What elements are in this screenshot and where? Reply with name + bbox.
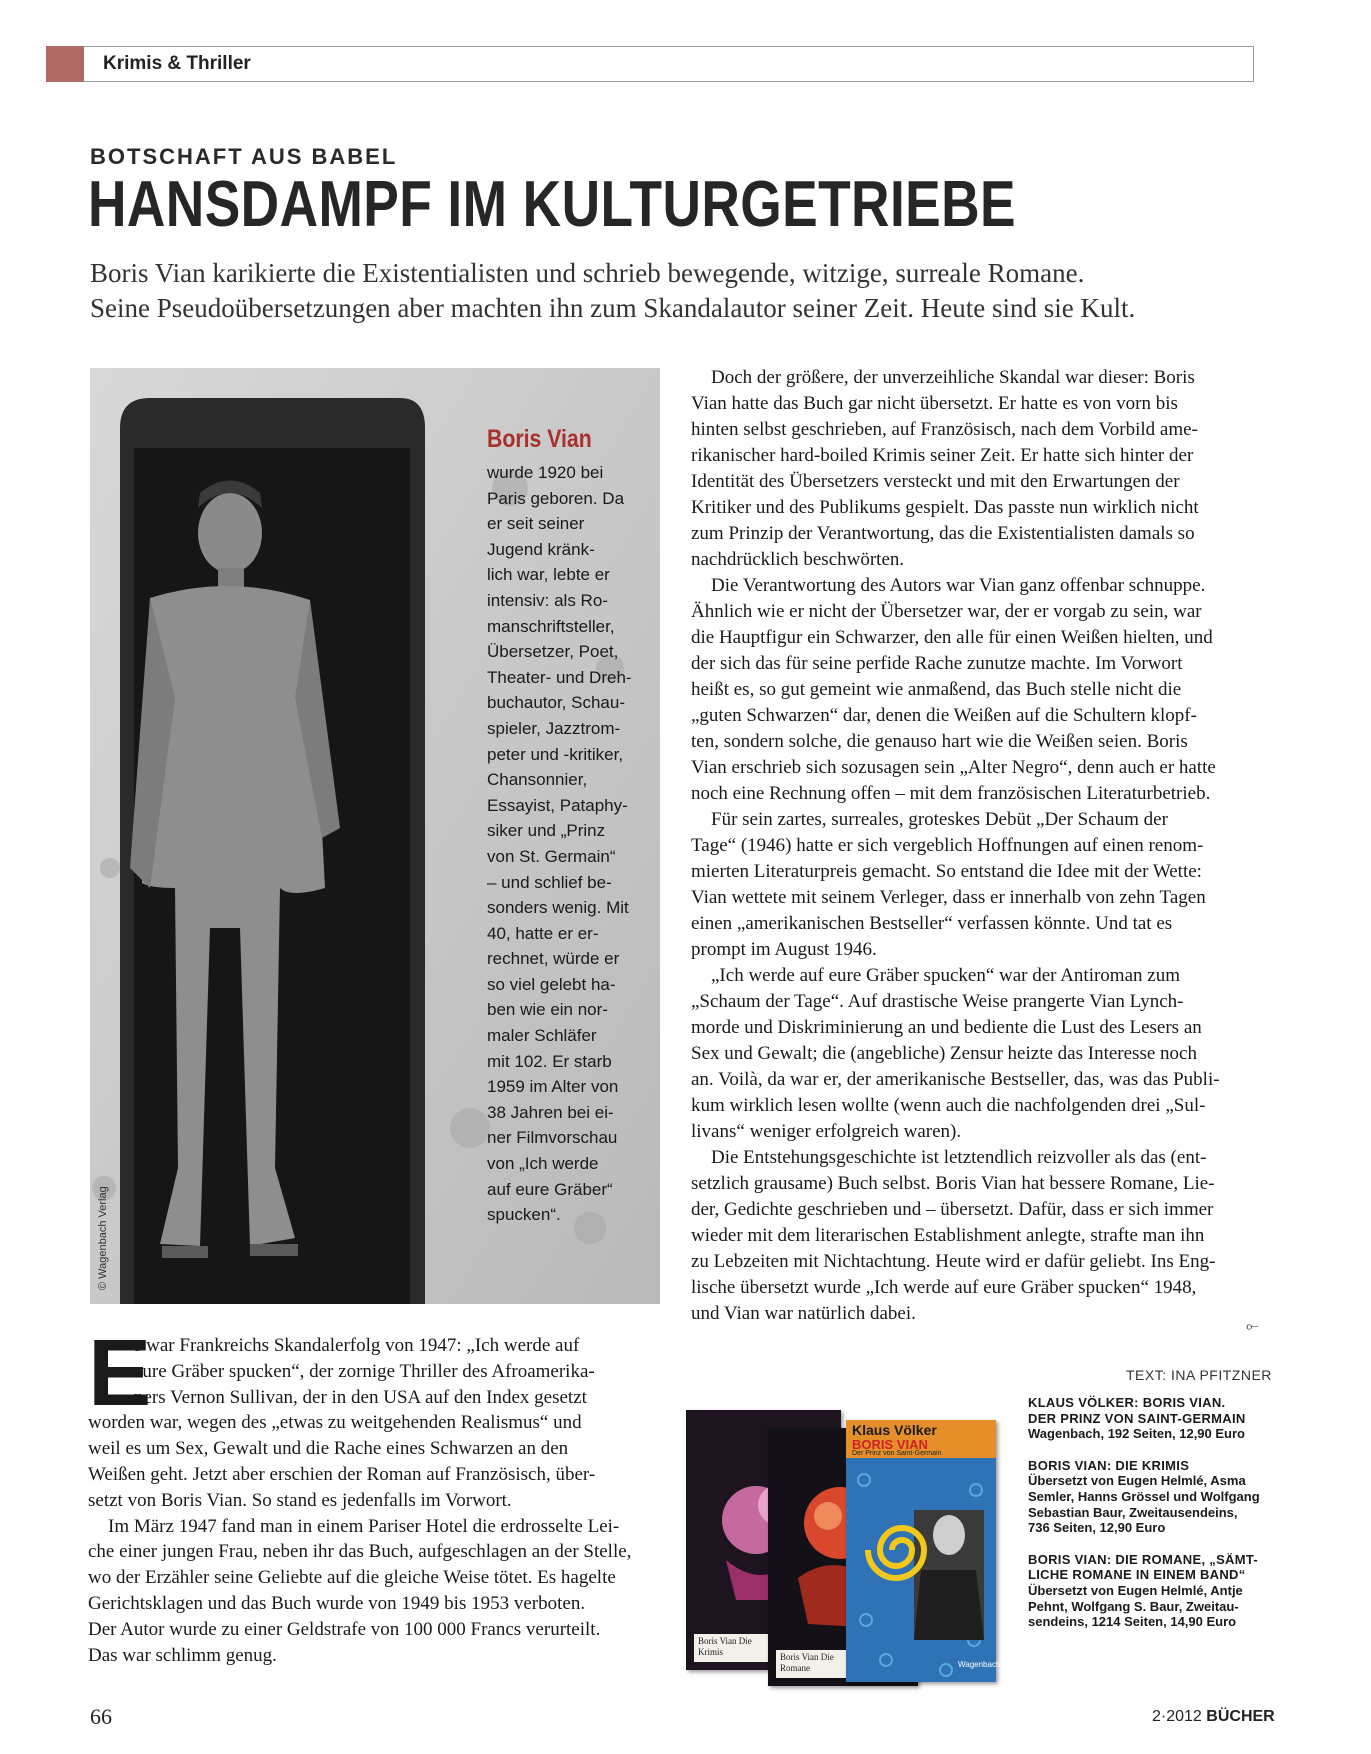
issue-number: 2·2012 [1152,1708,1202,1725]
bio-line: – und schlief be- [487,872,612,892]
body-line: prompt im August 1946. [691,939,877,960]
bio-line: ner Filmvorschau [487,1128,618,1148]
bio-line: spieler, Jazztrom- [487,718,621,738]
cover-title: BORIS VIAN [852,1437,928,1452]
bio-line: Theater- und Dreh- [487,667,632,687]
bio-line: rechnet, würde er [487,949,620,969]
headline: HANSDAMPF IM KULTURGETRIEBE [88,167,1016,240]
body-line: eure Gräber spucken“, der zornige Thriller des Afroamerika- [134,1360,595,1382]
body-line: zu Lebzeiten mit Nichtachtung. Heute wird er dafür geliebt. Ins Eng- [691,1251,1216,1272]
body-line: che einer jungen Frau, neben ihr das Buch, aufgeschlagen an der Stelle, [88,1541,632,1563]
body-line: Die Entstehungsgeschichte ist letztendlich reizvoller als das (ent- [711,1147,1207,1168]
book-cover-prinz [846,1420,1001,1682]
body-line: kum wirklich lesen wollte (wenn auch die nachfolgenden drei „Sul- [691,1095,1206,1116]
body-line: Tage“ (1946) hatte er sich vergeblich Hoffnungen auf einen renom- [691,835,1204,856]
book-meta: Sebastian Baur, Zweitausendeins, [1028,1504,1238,1520]
book-title: BORIS VIAN: DIE KRIMIS [1028,1457,1190,1473]
body-line: Vian hatte das Buch gar nicht übersetzt. Er hatte es von vorn bis [691,393,1178,414]
body-line: s war Frankreichs Skandalerfolg von 1947: „Ich werde auf [134,1335,580,1356]
bio-line: ben wie ein nor- [487,1000,608,1020]
body-line: Doch der größere, der unverzeihliche Skandal war dieser: Boris [711,367,1195,388]
cover-publisher: Wagenbach [958,1660,1001,1669]
body-line: „Ich werde auf eure Gräber spucken“ war der Antiroman zum [711,965,1180,986]
body-line: Weißen geht. Jetzt aber erschien der Roman auf Französisch, über- [88,1463,596,1485]
book-label: Boris Vian Die Romane [776,1650,856,1678]
bio-line: lich war, lebte er [487,565,610,585]
deck-line: Seine Pseudoübersetzungen aber machten ihn zum Skandalautor seiner Zeit. Heute sind sie Kult. [90,293,1136,323]
body-line: setzlich grausame) Buch selbst. Boris Vian hat bessere Romane, Lie- [691,1173,1215,1194]
body-line: Für sein zartes, surreales, groteskes Debüt „Der Schaum der [711,809,1168,830]
body-line: Ähnlich wie er nicht der Übersetzer war, der er vorgab zu sein, war [691,601,1202,622]
cover-author: Klaus Völker [852,1422,937,1438]
bio-text [487,460,657,1228]
bio-line: Jugend kränk- [487,539,595,559]
bio-line: sonders wenig. Mit [487,898,629,918]
body-line: noch eine Rechnung offen – mit dem französischen Literaturbetrieb. [691,783,1211,804]
book-meta: Übersetzt von Eugen Helmlé, Antje [1028,1582,1243,1598]
bio-line: er seit seiner [487,514,585,534]
body-line: Vian wettete mit seinem Verleger, dass er innerhalb von zehn Tagen [691,887,1206,908]
book-list [1028,1395,1258,1630]
cover-subtitle: Der Prinz von Saint-Germain [852,1450,942,1457]
book-title: KLAUS VÖLKER: BORIS VIAN. [1028,1395,1226,1410]
magazine-name: BÜCHER [1206,1708,1275,1725]
body-line: ten, sondern solche, die genauso hart wie die Weißen seien. Boris [691,731,1188,752]
body-line: zum Prinzip der Verantwortung, das die Existentialisten damals so [691,523,1195,544]
body-line: setzt von Boris Vian. So stand es jedenfalls im Vorwort. [88,1489,512,1511]
bio-line: Essayist, Pataphy- [487,795,628,815]
body-line: Die Verantwortung des Autors war Vian ganz offenbar schnuppe. [711,575,1206,596]
body-line: rikanischer hard-boiled Krimis seiner Zeit. Er hatte sich hinter der [691,445,1194,466]
page-number: 66 [90,1704,112,1729]
bio-line: von „Ich werde [487,1154,599,1174]
bio-line: 1959 im Alter von [487,1077,619,1097]
body-line: Vian erschrieb sich sozusagen sein „Alter Negro“, denn auch er hatte [691,757,1216,778]
bio-line: mit 102. Er starb [487,1051,612,1071]
book-meta: Pehnt, Wolfgang S. Baur, Zweitau- [1028,1598,1239,1614]
body-line: und Vian war natürlich dabei. [691,1303,916,1324]
author-credit: TEXT: INA PFITZNER [1126,1367,1272,1383]
book-meta: 736 Seiten, 12,90 Euro [1028,1520,1166,1536]
bio-line: intensiv: als Ro- [487,590,608,610]
body-line: Im März 1947 fand man in einem Pariser Hotel die erdrosselte Lei- [108,1515,620,1537]
book-meta: Semler, Hanns Grössel und Wolfgang [1028,1488,1260,1504]
body-line: morde und Diskriminierung an und bediente die Lust des Lesers an [691,1017,1202,1038]
bio-line: 38 Jahren bei ei- [487,1102,614,1122]
bio-line: buchautor, Schau- [487,693,625,713]
book-label: Boris Vian Die Krimis [694,1634,774,1662]
bio-line: Übersetzer, Poet, [487,642,619,662]
body-line: livans“ weniger erfolgreich waren). [691,1121,962,1142]
book-meta: Wagenbach, 192 Seiten, 12,90 Euro [1028,1426,1245,1442]
book-meta: sendeins, 1214 Seiten, 14,90 Euro [1028,1614,1237,1630]
body-line: wieder mit dem literarischen Establishment anlegte, strafte man ihn [691,1225,1205,1246]
deck-line: Boris Vian karikierte die Existentialisten und schrieb bewegende, witzige, surreale Romane. [90,258,1085,288]
body-line: heißt es, so gut gemeint wie anmaßend, das Buch stelle nicht die [691,679,1182,700]
issue-label [1152,1708,1275,1726]
book-title: BORIS VIAN: DIE ROMANE, „SÄMT- [1028,1551,1259,1567]
body-line: Gerichtsklagen und das Buch wurde von 1949 bis 1953 verboten. [88,1592,586,1614]
end-mark-icon: ⟜ [1246,1318,1259,1335]
book-title: DER PRINZ VON SAINT-GERMAIN [1028,1410,1246,1426]
body-line: weil es um Sex, Gewalt und die Rache eines Schwarzen an den [88,1438,569,1460]
bio-line: so viel gelebt ha- [487,974,616,994]
kicker: BOTSCHAFT AUS BABEL [90,144,398,169]
bio-line: maler Schläfer [487,1026,597,1046]
book-meta: Übersetzt von Eugen Helmlé, Asma [1028,1473,1246,1489]
section-color-swatch [46,46,84,82]
body-line: einen „amerikanischen Bestseller“ verfassen könnte. Und tat es [691,913,1173,934]
body-line: lische übersetzt wurde „Ich werde auf eure Gräber spucken“ 1948, [691,1277,1197,1298]
body-line: Sex und Gewalt; die (angebliche) Zensur heizte das Interesse noch [691,1043,1197,1064]
section-bar [46,46,1254,82]
bio-line: siker und „Prinz [487,821,606,841]
body-line: Das war schlimm genug. [88,1644,277,1666]
book-covers [686,1410,1016,1690]
bio-line: auf eure Gräber“ [487,1179,613,1199]
right-body-text [691,365,1266,1327]
body-line: mierten Literaturpreis gemacht. So entstand die Idee mit der Wette: [691,861,1202,882]
body-line: Kritiker und des Publikums gespielt. Das passte nun wirklich nicht [691,497,1199,518]
body-line: der sich das für seine perfide Rache zunutze machte. Im Vorwort [691,653,1183,674]
bio-line: Paris geboren. Da [487,488,625,508]
cover-art [846,1420,996,1682]
body-line: wo der Erzähler seine Geliebte auf die gleiche Weise tötet. Es hagelte [88,1567,616,1589]
bio-line: manschriftsteller, [487,616,615,636]
body-line: Der Autor wurde zu einer Geldstrafe von 100 000 Francs verurteilt. [88,1618,601,1640]
bio-line: wurde 1920 bei [487,463,604,482]
section-label: Krimis & Thriller [103,53,251,74]
spacer [1028,1442,1258,1458]
body-line: „guten Schwarzen“ dar, denen die Weißen auf die Schultern klopf- [691,705,1197,726]
body-line: der, Gedichte geschrieben und – übersetzt. Dafür, dass er sich immer [691,1199,1214,1220]
body-line: an. Voilà, da war er, der amerikanische Bestseller, das, was das Publi- [691,1069,1220,1090]
body-line: nachdrücklich beschwörten. [691,549,905,570]
body-line: hinten selbst geschrieben, auf Französisch, nach dem Vorbild ame- [691,419,1198,440]
deck [90,256,1265,326]
bio-line: Chansonnier, [487,770,588,790]
bio-name: Boris Vian [487,425,592,453]
body-line: Identität des Übersetzers versteckt und mit den Erwartungen der [691,471,1180,492]
spacer [1028,1536,1258,1552]
left-body-text [88,1320,668,1668]
body-line: worden war, wegen des „etwas zu weitgehenden Realismus“ und [88,1412,582,1434]
bio-line: peter und -kritiker, [487,744,624,764]
bio-line: 40, hatte er er- [487,923,599,943]
body-line: die Hauptfigur ein Schwarzer, den alle für einen Weißen hielten, und [691,627,1213,648]
book-title: LICHE ROMANE IN EINEM BAND“ [1028,1567,1246,1583]
bio-line: spucken“. [487,1205,561,1225]
body-line: „Schaum der Tage“. Auf drastische Weise prangerte Vian Lynch- [691,991,1184,1012]
bio-line: von St. Germain“ [487,846,616,866]
photo-credit: © Wagenbach Verlag [97,1186,109,1290]
dropcap: E [88,1320,152,1426]
body-line: ners Vernon Sullivan, der in den USA auf den Index gesetzt [134,1386,587,1408]
